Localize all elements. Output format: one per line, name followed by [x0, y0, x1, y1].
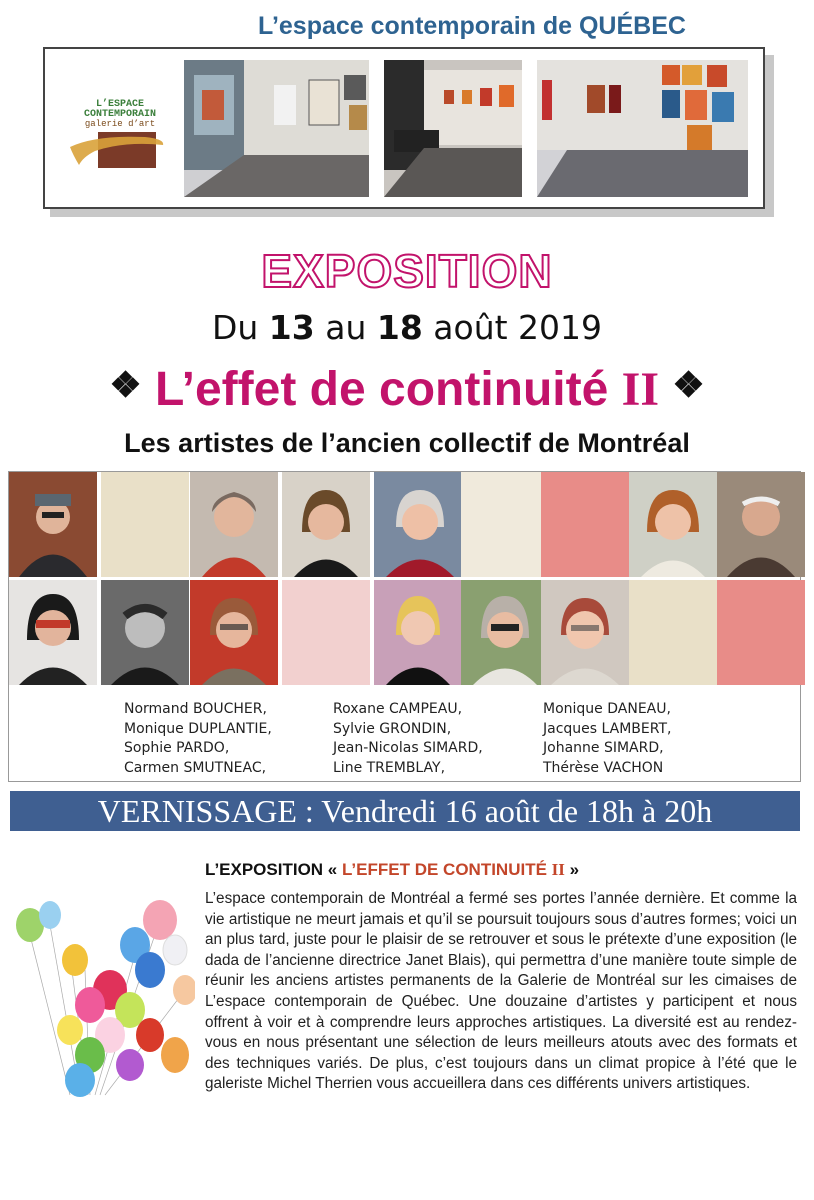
artist-portrait: [190, 580, 278, 685]
artist-name: Carmen SMUTNEAC,: [124, 759, 267, 776]
show-title-text: L’effet de continuité: [154, 363, 609, 416]
show-title: [0, 362, 814, 417]
balloons-illustration: [10, 895, 195, 1100]
heading-prefix: L’EXPOSITION «: [205, 860, 342, 879]
artist-portrait: [190, 472, 278, 577]
gallery-logo: [65, 95, 175, 170]
color-tile: [101, 472, 189, 577]
ornament-right-icon: ❖: [672, 364, 705, 405]
artist-names-col3: [543, 700, 671, 778]
artist-name: Sophie PARDO,: [124, 740, 230, 756]
artist-names-col1: [124, 700, 272, 778]
subtitle: Les artistes de l’ancien collectif de Montréal: [124, 428, 690, 458]
color-tile: [461, 472, 549, 577]
heading-title: L’EFFET DE CONTINUITÉ: [341, 860, 552, 879]
header-title: L’espace contemporain de QUÉBEC: [258, 12, 686, 40]
exposition-label: EXPOSITION: [261, 245, 553, 297]
heading-suffix: »: [564, 860, 580, 879]
color-tile: [541, 472, 629, 577]
logo-line2: CONTEMPORAIN: [83, 109, 157, 120]
artist-name: Monique DANEAU,: [543, 701, 671, 717]
show-title-numeral: II: [621, 363, 660, 416]
gallery-photo-2: [384, 60, 522, 197]
artist-name: Jean-Nicolas SIMARD,: [333, 740, 483, 756]
artist-name: Normand BOUCHER,: [124, 701, 267, 717]
gallery-photo-3: [537, 60, 748, 197]
color-tile: [629, 580, 717, 685]
article-heading: [205, 860, 579, 880]
logo-line1: L’ESPACE: [95, 99, 145, 110]
exhibition-dates: [0, 308, 814, 347]
color-tile: [282, 580, 370, 685]
artist-portrait: [541, 580, 629, 685]
artist-name: Sylvie GRONDIN,: [333, 720, 452, 737]
artist-portrait: [9, 472, 97, 577]
date-end: 18: [376, 308, 423, 347]
artist-name: Jacques LAMBERT,: [543, 720, 672, 737]
artist-portrait: [101, 580, 189, 685]
artist-portrait: [629, 472, 717, 577]
artist-name: Monique DUPLANTIE,: [124, 720, 272, 737]
artist-name: Roxane CAMPEAU,: [333, 701, 463, 717]
artist-portrait: [461, 580, 549, 685]
date-start: 13: [268, 308, 315, 347]
date-prefix: Du: [211, 308, 269, 347]
artist-portrait: [374, 580, 462, 685]
vernissage-banner: VERNISSAGE : Vendredi 16 août de 18h à 20h: [10, 791, 800, 831]
artist-name: Johanne SIMARD,: [543, 740, 664, 756]
ornament-left-icon: ❖: [109, 364, 142, 405]
gallery-photo-1: [184, 60, 369, 197]
artist-names-col2: [333, 700, 483, 778]
artist-name: Thérèse VACHON: [543, 759, 664, 776]
color-tile: [717, 580, 805, 685]
artist-portrait: [717, 472, 805, 577]
artist-name: Line TREMBLAY,: [333, 759, 446, 776]
artist-portrait: [282, 472, 370, 577]
artist-portrait: [9, 580, 97, 685]
heading-numeral: II: [551, 860, 565, 879]
artist-portrait: [374, 472, 462, 577]
date-mid: au: [314, 308, 377, 347]
logo-line3: galerie d’art: [84, 119, 156, 129]
date-suffix: août 2019: [422, 308, 603, 347]
article-body: L’espace contemporain de Montréal a fermé ses portes l’année dernière. Et comme la vie artistique ne meurt jamais et qu’il se poursuit toujours sous d’autres formes; voici un an plus tard, juste pour le plaisir de se retrouver et sous le prétexte d’une exposition (le dada de l’ancienne directrice Janet Blais), qui permettra d’une manière toute simple de réunir les anciens artistes permanents de la Galerie de Montréal sur les cimaises de L’espace contemporain de Québec. Une douzaine d’artistes y participent et nous offrent à voir et à comprendre leurs approches artistiques. La diversité est au rendez-vous en nous présentant une sélection de leurs meilleurs atouts avec des formats et des techniques variés. De plus, c’est toujours dans un climat propice à l’été que le galeriste Michel Therrien vous accueillera dans ces différents univers artistiques.: [205, 890, 797, 1093]
